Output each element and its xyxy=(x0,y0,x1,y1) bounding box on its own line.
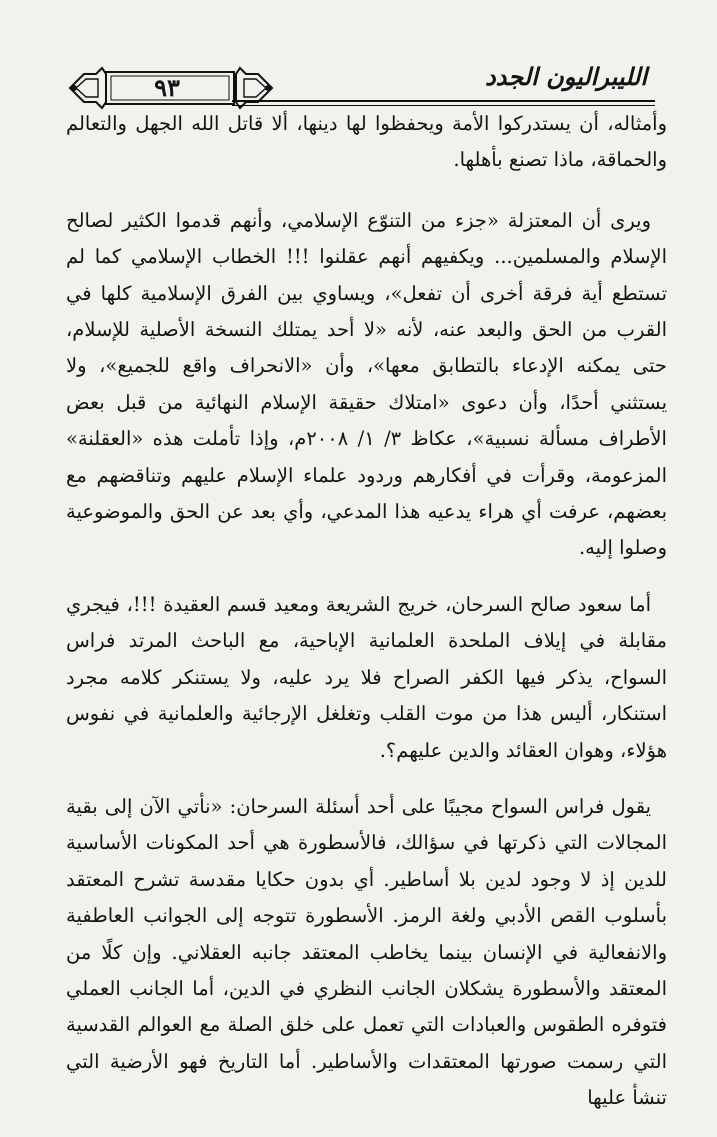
running-title: الليبراليون الجدد xyxy=(484,62,647,91)
paragraph: وأمثاله، أن يستدركوا الأمة ويحفظوا لها دينها، ألا قاتل الله الجهل والتعالم والحماقة، ماذا تصنع بأهلها. xyxy=(66,112,667,172)
paragraph: ويرى أن المعتزلة «جزء من التنوّع الإسلامي، وأنهم قدموا الكثير لصالح الإسلام والمسلمين... ويكفيهم أنهم عقلنوا !!! الخطاب الإسلامي كما لم تستطع أية فرقة أخرى أن تفعل»، ويساوي بين الفرق الإسلامية كلها في القرب من الحق والبعد عنه، لأنه «لا أحد يمتلك النسخة الأصلية للإسلام، حتى يمكنه الإدعاء بالتطابق معها»، وأن «الانحراف واقع للجميع»، ولا يستثني أحدًا، وأن دعوى «امتلاك حقيقة الإسلام النهائية من قبل بعض الأطراف مسألة نسبية»، عكاظ ٣/ ١/ ٢٠٠٨م، وإذا تأملت هذه «العقلنة» المزعومة، وقرأت في أفكارهم وردود علماء الإسلام عليهم وتناقضهم مع بعضهم، عرفت أي هراء يدعيه هذا المدعي، وأي بعد عن الحق والموضوعية وصلوا إليه. xyxy=(66,208,667,560)
header-rule xyxy=(232,100,655,102)
paragraph: يقول فراس السواح مجيبًا على أحد أسئلة السرحان: «نأتي الآن إلى بقية المجالات التي ذكرتها في سؤالك، فالأسطورة هي أحد المكونات الأساسية للدين إذ لا وجود لدين بلا أساطير. أي بدون حكايا مقدسة تشرح المعتقد بأسلوب القص الأدبي ولغة الرمز. الأسطورة تتوجه إلى الجوانب العاطفية والانفعالية في الإنسان بينما يخاطب المعتقد جانبه العقلاني. وإن كلًا من المعتقد والأسطورة يشكلان الجانب النظري في الدين، أما الجانب العملي فتوفره الطقوس والعبادات التي تعمل على خلق الصلة مع العوالم القدسية التي رسمت صورتها المعتقدات والأساطير. أما التاريخ فهو الأرضية التي تنشأ عليها xyxy=(66,794,667,1110)
page-body xyxy=(66,106,667,1137)
page-number: ٩٣ xyxy=(154,73,180,102)
paragraph: أما سعود صالح السرحان، خريج الشريعة ومعيد قسم العقيدة !!!، فيجري مقابلة في إيلاف الملحدة العلمانية الإباحية، مع الباحث المرتد فراس السواح، يذكر فيها الكفر الصراح فلا يرد عليه، ولا يستنكر كلامه مجرد استنكار، أليس هذا من موت القلب وتغلغل الإرجائية والعلمانية في نفوس هؤلاء، وهوان العقائد والدين عليهم؟. xyxy=(66,592,667,762)
